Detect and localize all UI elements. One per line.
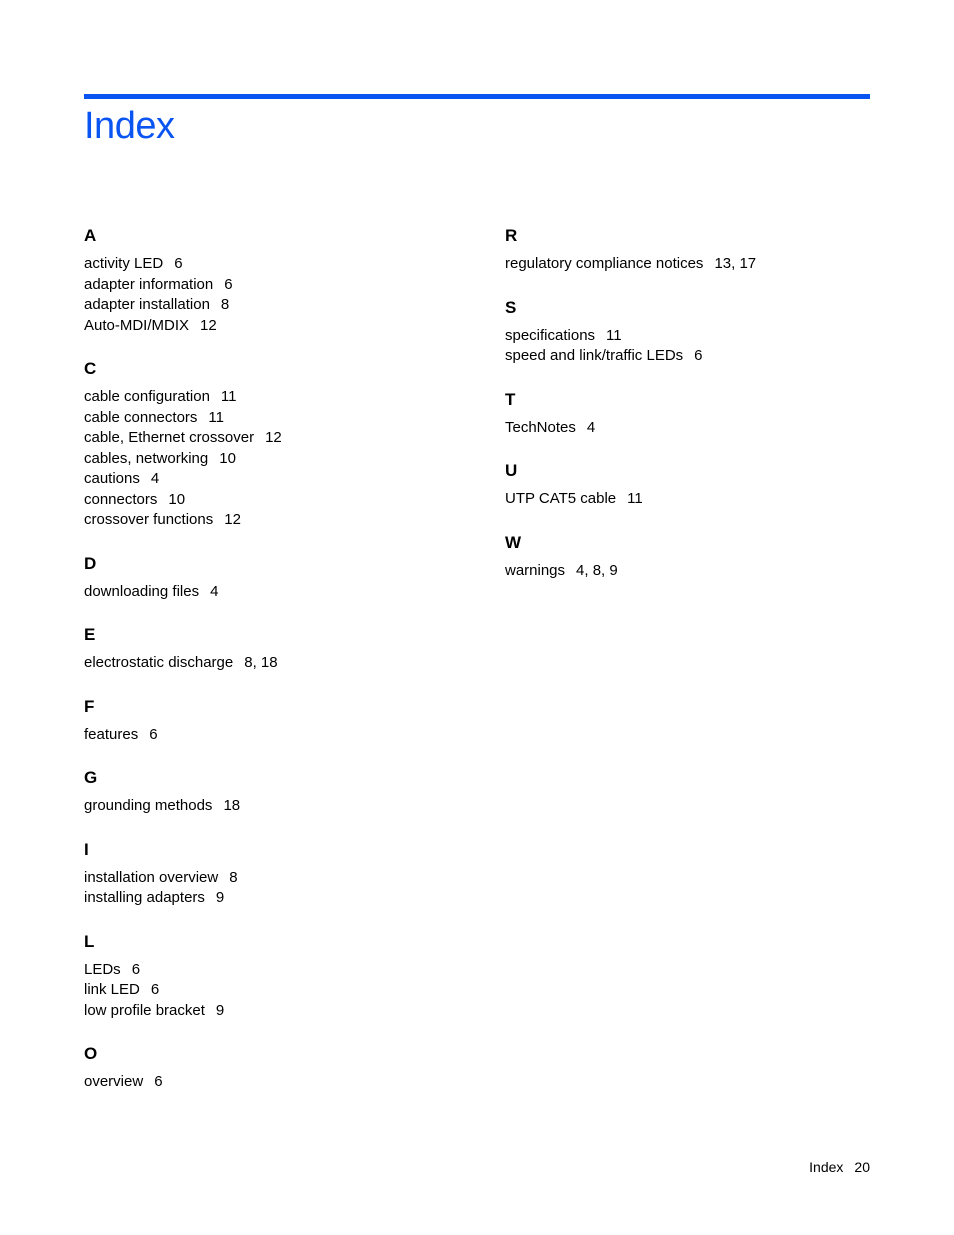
entry-page-refs[interactable]: 10: [168, 490, 186, 508]
index-section: [505, 294, 885, 367]
index-entry: [84, 449, 464, 470]
entry-page-refs[interactable]: 9: [215, 1001, 225, 1019]
entry-term: warnings: [505, 561, 566, 579]
index-entry: [84, 275, 464, 296]
index-entry: [84, 1072, 464, 1093]
entry-page-refs[interactable]: 8: [220, 296, 230, 313]
section-letter: C: [84, 359, 97, 378]
entry-page-refs[interactable]: 4: [586, 418, 596, 436]
index-entry: [84, 254, 464, 275]
entry-page-refs[interactable]: 6: [694, 347, 703, 364]
index-entry: [84, 980, 464, 1001]
index-section: [505, 529, 885, 582]
entry-page-refs[interactable]: 12: [200, 316, 217, 334]
index-entry: [84, 490, 464, 511]
entry-term: TechNotes: [505, 418, 576, 436]
entry-term: LEDs: [84, 960, 121, 978]
index-entry: [505, 418, 885, 439]
entry-term: activity LED: [84, 255, 164, 272]
index-section: [84, 693, 464, 746]
section-letter: U: [505, 461, 518, 480]
index-section: [84, 1040, 464, 1093]
section-letter: E: [84, 625, 96, 644]
entry-term: overview: [84, 1073, 144, 1090]
entry-term: installing adapters: [84, 889, 205, 906]
entry-term: connectors: [84, 490, 158, 508]
entry-page-refs[interactable]: 18: [223, 797, 241, 814]
entry-page-refs[interactable]: 8: [229, 868, 238, 886]
index-entry: [505, 489, 885, 510]
entry-page-refs[interactable]: 8, 18: [244, 654, 278, 671]
index-entry: [84, 295, 464, 316]
index-section: [84, 222, 464, 336]
entry-term: UTP CAT5 cable: [505, 490, 617, 507]
index-entry: [84, 725, 464, 746]
index-entry: [505, 561, 885, 582]
entry-term: features: [84, 725, 139, 743]
title-rule: [84, 94, 870, 99]
section-letter: R: [505, 226, 518, 245]
entry-page-refs[interactable]: 11: [606, 326, 622, 344]
entry-page-refs[interactable]: 4: [150, 470, 160, 487]
entry-page-refs[interactable]: 6: [149, 725, 158, 743]
index-entry: [84, 387, 464, 408]
section-letter: G: [84, 768, 98, 787]
section-letter: F: [84, 696, 95, 716]
entry-term: grounding methods: [84, 797, 213, 814]
entry-term: electrostatic discharge: [84, 654, 234, 671]
entry-page-refs[interactable]: 11: [220, 388, 237, 405]
index-entry: [84, 469, 464, 490]
section-letter: L: [84, 931, 95, 951]
entry-term: cable connectors: [84, 408, 198, 426]
entry-page-refs[interactable]: 6: [154, 1073, 163, 1090]
section-letter: W: [505, 532, 522, 552]
entry-term: Auto-MDI/MDIX: [84, 316, 190, 334]
entry-term: speed and link/traffic LEDs: [505, 347, 684, 364]
entry-page-refs[interactable]: 9: [215, 889, 225, 906]
entry-term: cables, networking: [84, 449, 209, 467]
index-entry: [84, 408, 464, 429]
section-letter: S: [505, 297, 517, 317]
index-section: [505, 457, 885, 510]
entry-page-refs[interactable]: 6: [150, 981, 160, 998]
index-section: [84, 836, 464, 909]
entry-page-refs[interactable]: 6: [224, 275, 233, 293]
index-section: [84, 764, 464, 817]
entry-term: adapter installation: [84, 296, 210, 313]
section-letter: T: [505, 389, 516, 409]
index-section: [84, 550, 464, 603]
index-entry: [84, 653, 464, 674]
index-section: [84, 621, 464, 674]
entry-page-refs[interactable]: 6: [174, 255, 183, 272]
entry-page-refs[interactable]: 11: [208, 408, 224, 426]
entry-term: adapter information: [84, 275, 214, 293]
index-entry: [84, 888, 464, 909]
index-entry: [84, 428, 464, 449]
entry-page-refs[interactable]: 10: [219, 449, 236, 467]
index-section: [84, 355, 464, 531]
index-entry: [84, 796, 464, 817]
index-section: [505, 222, 885, 275]
section-letter: D: [84, 553, 97, 573]
entry-term: low profile bracket: [84, 1001, 205, 1019]
entry-term: cautions: [84, 470, 140, 487]
index-entry: [505, 346, 885, 367]
index-entry: [84, 960, 464, 981]
entry-page-refs[interactable]: 12: [265, 429, 282, 446]
index-section: [505, 386, 885, 439]
entry-page-refs[interactable]: 4, 8, 9: [576, 561, 618, 579]
index-section: [84, 928, 464, 1022]
entry-term: regulatory compliance notices: [505, 255, 704, 272]
index-entry: [505, 254, 885, 275]
index-entry: [84, 1001, 464, 1022]
section-letter: I: [84, 839, 89, 859]
page-title: Index: [84, 105, 175, 147]
entry-term: cable configuration: [84, 388, 210, 405]
index-entry: [84, 316, 464, 337]
footer-page-number: 20: [854, 1159, 870, 1175]
entry-term: link LED: [84, 981, 140, 998]
index-entry: [84, 582, 464, 603]
entry-term: crossover functions: [84, 511, 214, 528]
section-letter: A: [84, 226, 97, 245]
index-entry: [84, 510, 464, 531]
index-entry: [84, 868, 464, 889]
section-letter: O: [84, 1044, 98, 1063]
page-footer: [809, 1157, 870, 1177]
entry-page-refs[interactable]: 11: [627, 490, 643, 507]
index-column-left: [84, 222, 464, 1112]
entry-term: installation overview: [84, 868, 219, 886]
entry-page-refs[interactable]: 12: [224, 511, 241, 528]
index-column-right: [505, 222, 885, 600]
entry-term: cable, Ethernet crossover: [84, 429, 255, 446]
footer-label: Index: [809, 1159, 844, 1175]
entry-term: downloading files: [84, 582, 200, 600]
entry-page-refs[interactable]: 6: [131, 960, 141, 978]
entry-page-refs[interactable]: 13, 17: [714, 255, 757, 272]
entry-term: specifications: [505, 326, 596, 344]
index-entry: [505, 326, 885, 347]
entry-page-refs[interactable]: 4: [210, 582, 219, 600]
